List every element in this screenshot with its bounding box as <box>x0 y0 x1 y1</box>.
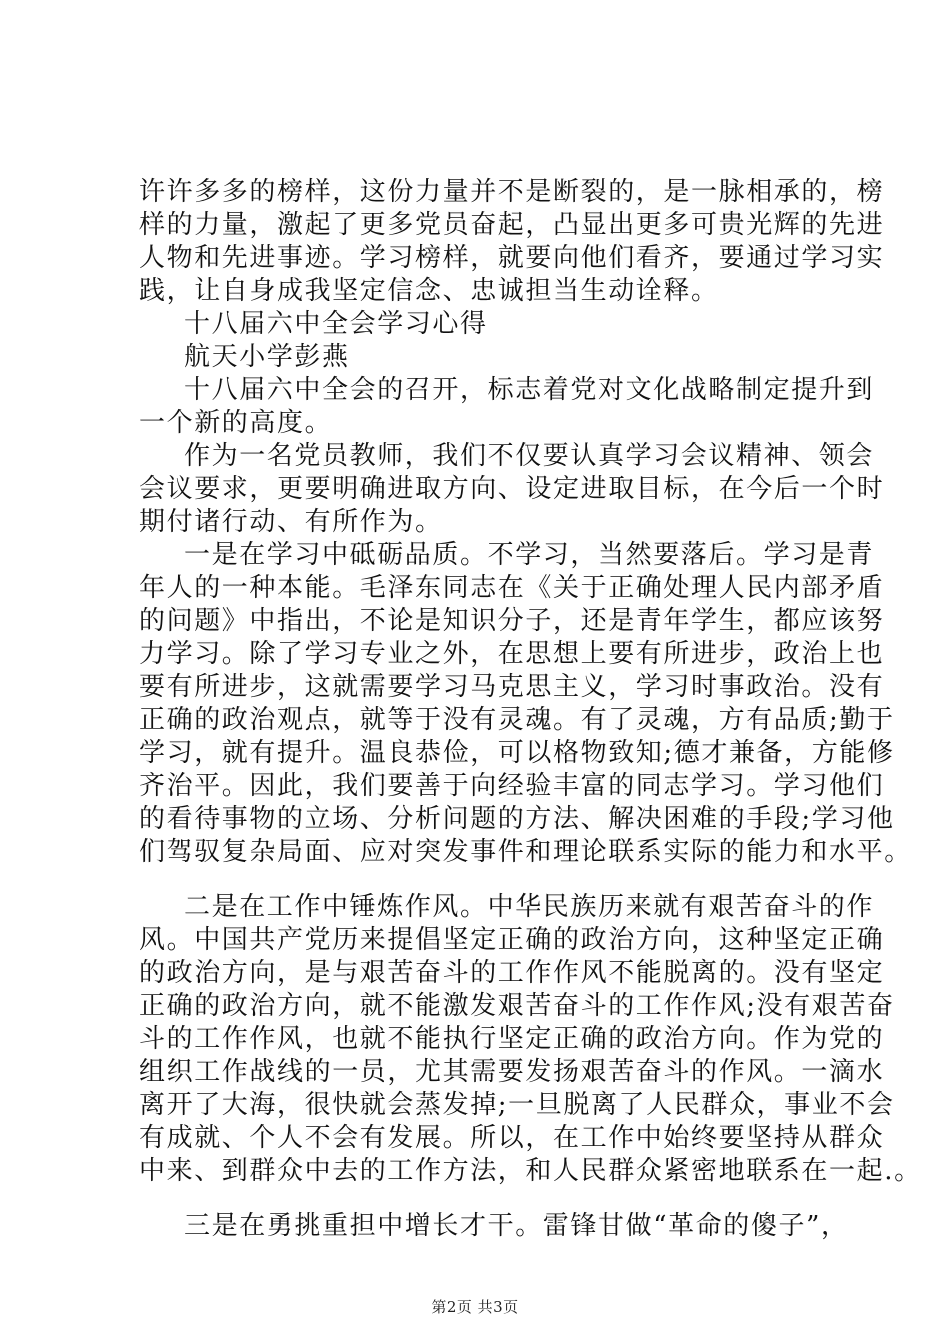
text-line: 许许多多的榜样，这份力量并不是断裂的，是一脉相承的，榜 <box>139 177 885 207</box>
text-line: 作为一名党员教师，我们不仅要认真学习会议精神、领会 <box>184 441 875 471</box>
text-line: 三是在勇挑重担中增长才干。雷锋甘做“革命的傻子”， <box>184 1211 849 1241</box>
text-line: 齐治平。因此，我们要善于向经验丰富的同志学习。学习他们 <box>139 771 885 801</box>
text-line: 航天小学彭燕 <box>184 342 350 372</box>
text-line: 离开了大海，很快就会蒸发掉;一旦脱离了人民群众，事业不会 <box>139 1090 895 1120</box>
text-line: 样的力量，激起了更多党员奋起，凸显出更多可贵光辉的先进 <box>139 210 885 240</box>
document-body <box>139 176 922 1243</box>
text-line: 有成就、个人不会有发展。所以，在工作中始终要坚持从群众 <box>139 1123 885 1153</box>
text-line: 们驾驭复杂局面、应对突发事件和理论联系实际的能力和水平。 <box>139 837 912 867</box>
text-line: 风。中国共产党历来提倡坚定正确的政治方向，这种坚定正确 <box>139 925 885 955</box>
paragraph <box>139 539 912 869</box>
text-line: 一是在学习中砥砺品质。不学习，当然要落后。学习是青 <box>184 540 875 570</box>
text-line: 组织工作战线的一员，尤其需要发扬艰苦奋斗的作风。一滴水 <box>139 1057 885 1087</box>
text-line: 践，让自身成我坚定信念、忠诚担当生动诠释。 <box>139 276 719 306</box>
paragraph-gap <box>139 869 839 891</box>
text-line: 正确的政治方向，就不能激发艰苦奋斗的工作作风;没有艰苦奋 <box>139 991 895 1021</box>
text-line: 人物和先进事迹。学习榜样，就要向他们看齐，要通过学习实 <box>139 243 885 273</box>
paragraph <box>139 308 839 341</box>
text-line: 力学习。除了学习专业之外，在思想上要有所进步，政治上也 <box>139 639 885 669</box>
paragraph <box>139 440 885 539</box>
text-line: 期付诸行动、有所作为。 <box>139 507 443 537</box>
text-line: 二是在工作中锤炼作风。中华民族历来就有艰苦奋斗的作 <box>184 892 875 922</box>
page-footer: 第2页 共3页 <box>431 1298 519 1316</box>
text-line: 十八届六中全会学习心得 <box>184 309 488 339</box>
text-line: 学习，就有提升。温良恭俭，可以格物致知;德才兼备，方能修 <box>139 738 895 768</box>
paragraph-gap <box>139 1188 839 1210</box>
text-line: 要有所进步，这就需要学习马克思主义，学习时事政治。没有 <box>139 672 885 702</box>
text-line: 一个新的高度。 <box>139 408 333 438</box>
paragraph <box>139 374 875 440</box>
paragraph <box>139 341 839 374</box>
text-line: 正确的政治观点，就等于没有灵魂。有了灵魂，方有品质;勤于 <box>139 705 895 735</box>
text-line: 年人的一种本能。毛泽东同志在《关于正确处理人民内部矛盾 <box>139 573 885 603</box>
text-line: 的问题》中指出，不论是知识分子，还是青年学生，都应该努 <box>139 606 885 636</box>
text-line: 的看待事物的立场、分析问题的方法、解决困难的手段;学习他 <box>139 804 895 834</box>
text-line: 十八届六中全会的召开，标志着党对文化战略制定提升到 <box>184 375 875 405</box>
text-line: 斗的工作作风，也就不能执行坚定正确的政治方向。作为党的 <box>139 1024 885 1054</box>
paragraph <box>139 891 922 1188</box>
paragraph <box>139 1210 849 1243</box>
paragraph <box>139 176 885 308</box>
text-line: 中来、到群众中去的工作方法，和人民群众紧密地联系在一起.。 <box>139 1156 922 1186</box>
text-line: 会议要求，更要明确进取方向、设定进取目标，在今后一个时 <box>139 474 885 504</box>
text-line: 的政治方向，是与艰苦奋斗的工作作风不能脱离的。没有坚定 <box>139 958 885 988</box>
